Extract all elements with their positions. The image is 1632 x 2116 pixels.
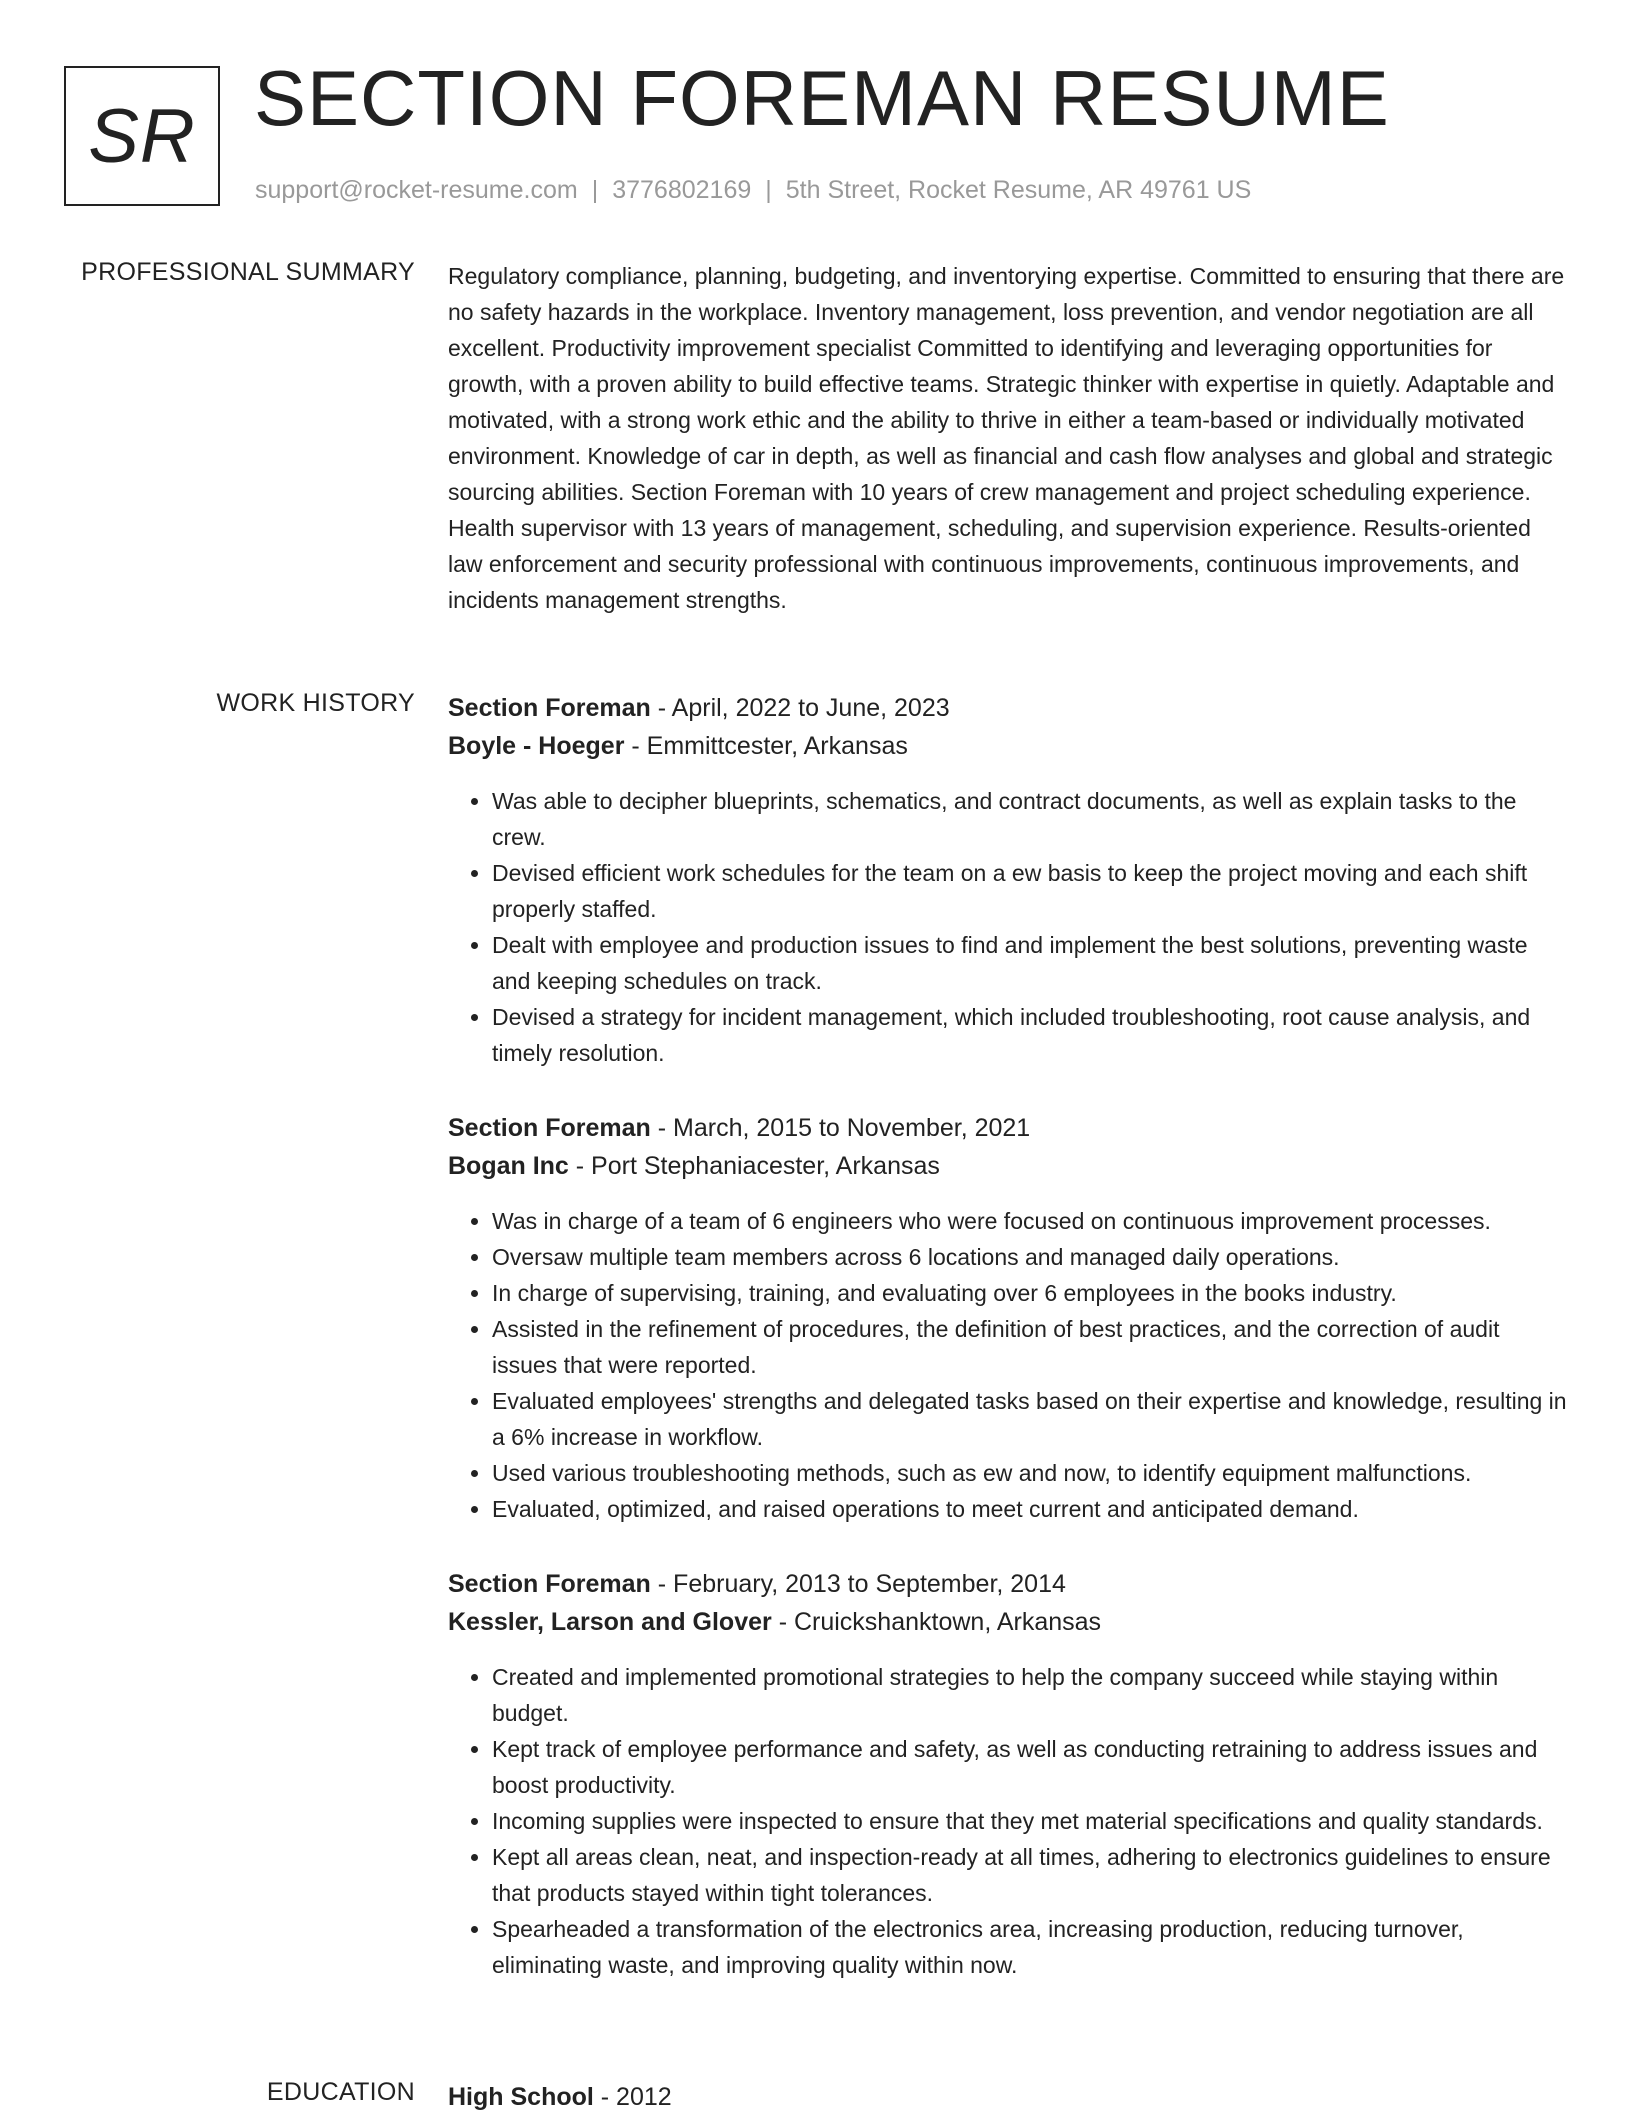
job-title-line (448, 1109, 1568, 1147)
job-bullet: • In charge of supervising, training, and evaluating over 6 employees in the books industry. (492, 1275, 1568, 1311)
education-year: - 2012 (593, 2083, 672, 2111)
job-company: Bogan Inc (448, 1152, 569, 1180)
job-bullet: • Oversaw multiple team members across 6 locations and managed daily operations. (492, 1239, 1568, 1275)
job-title: Section Foreman (448, 1570, 651, 1598)
job-bullet: • Evaluated employees' strengths and delegated tasks based on their expertise and knowledge, resulting in a 6% increase in workflow. (492, 1383, 1568, 1455)
resume-title: SECTION FOREMAN RESUME (254, 54, 1390, 142)
job-dates: - March, 2015 to November, 2021 (650, 1114, 1031, 1142)
job-title-line (448, 689, 1568, 727)
section-label-education: EDUCATION (266, 2078, 415, 2106)
job-bullet: • Created and implemented promotional strategies to help the company succeed while staying within budget. (492, 1659, 1568, 1731)
contact-phone[interactable]: 3776802169 (612, 176, 752, 204)
contact-separator: | (765, 176, 772, 204)
summary-text: Regulatory compliance, planning, budgeting, and inventorying expertise. Committed to ensuring that there are no safety hazards in the workplace. Inventory management, loss prevention, and vendor negotiation are all excellent. Productivity improvement specialist Committed to identifying and leveraging opportunities for growth, with a proven ability to build effective teams. Strategic thinker with expertise in quietly. Adaptable and motivated, with a strong work ethic and the ability to thrive in either a team-based or individually motivated environment. Knowledge of car in depth, as well as financial and cash flow analyses and global and strategic sourcing abilities. Section Foreman with 10 years of crew management and project scheduling experience. Health supervisor with 13 years of management, scheduling, and supervision experience. Results-oriented law enforcement and security professional with continuous improvements, continuous improvements, and incidents management strengths. (448, 263, 1565, 613)
job-dates: - April, 2022 to June, 2023 (650, 694, 950, 722)
job-bullet: • Assisted in the refinement of procedures, the definition of best practices, and the correction of audit issues that were reported. (492, 1311, 1568, 1383)
work-body (448, 689, 1568, 2021)
job-bullet: • Kept track of employee performance and safety, as well as conducting retraining to address issues and boost productivity. (492, 1731, 1568, 1803)
job-bullet: • Spearheaded a transformation of the electronics area, increasing production, reducing turnover, eliminating waste, and improving quality within now. (492, 1911, 1568, 1983)
job-bullet: • Dealt with employee and production issues to find and implement the best solutions, preventing waste and keeping schedules on track. (492, 927, 1568, 999)
contact-address: 5th Street, Rocket Resume, AR 49761 US (785, 176, 1252, 204)
monogram-initials: SR (88, 93, 196, 179)
contact-email[interactable]: support@rocket-resume.com (255, 176, 578, 204)
job-title: Section Foreman (448, 694, 651, 722)
job-title-line (448, 1565, 1568, 1603)
job-company-line (448, 727, 1568, 765)
job-bullets (448, 1659, 1568, 1983)
summary-body (448, 258, 1568, 618)
education-degree: High School (448, 2083, 594, 2111)
job-bullet: • Devised efficient work schedules for the team on a ew basis to keep the project moving and each shift properly staffed. (492, 855, 1568, 927)
job-entry (448, 1109, 1568, 1527)
job-entry (448, 689, 1568, 1071)
job-bullet: • Devised a strategy for incident management, which included troubleshooting, root cause analysis, and timely resolution. (492, 999, 1568, 1071)
job-bullet: • Was able to decipher blueprints, schematics, and contract documents, as well as explain tasks to the crew. (492, 783, 1568, 855)
job-title: Section Foreman (448, 1114, 651, 1142)
section-label-work: WORK HISTORY (216, 689, 415, 717)
job-bullet: • Used various troubleshooting methods, such as ew and now, to identify equipment malfunctions. (492, 1455, 1568, 1491)
education-body (448, 2078, 1568, 2116)
job-company: Kessler, Larson and Glover (448, 1608, 772, 1636)
job-bullet: • Incoming supplies were inspected to ensure that they met material specifications and quality standards. (492, 1803, 1568, 1839)
education-line (448, 2078, 1568, 2116)
job-bullets (448, 783, 1568, 1071)
job-company-line (448, 1603, 1568, 1641)
monogram-logo (64, 66, 220, 206)
job-location: - Port Stephaniacester, Arkansas (568, 1152, 940, 1180)
job-bullet: • Kept all areas clean, neat, and inspection-ready at all times, adhering to electronics guidelines to ensure that products stayed within tight tolerances. (492, 1839, 1568, 1911)
section-label-summary: PROFESSIONAL SUMMARY (81, 258, 415, 286)
job-dates: - February, 2013 to September, 2014 (650, 1570, 1066, 1598)
contact-line (255, 176, 1251, 205)
job-location: - Emmittcester, Arkansas (624, 732, 908, 760)
contact-separator: | (591, 176, 599, 204)
job-bullets (448, 1203, 1568, 1527)
job-company-line (448, 1147, 1568, 1185)
job-location: - Cruickshanktown, Arkansas (771, 1608, 1102, 1636)
job-bullet: • Evaluated, optimized, and raised operations to meet current and anticipated demand. (492, 1491, 1568, 1527)
job-bullet: • Was in charge of a team of 6 engineers who were focused on continuous improvement processes. (492, 1203, 1568, 1239)
job-company: Boyle - Hoeger (448, 732, 625, 760)
job-entry (448, 1565, 1568, 1983)
